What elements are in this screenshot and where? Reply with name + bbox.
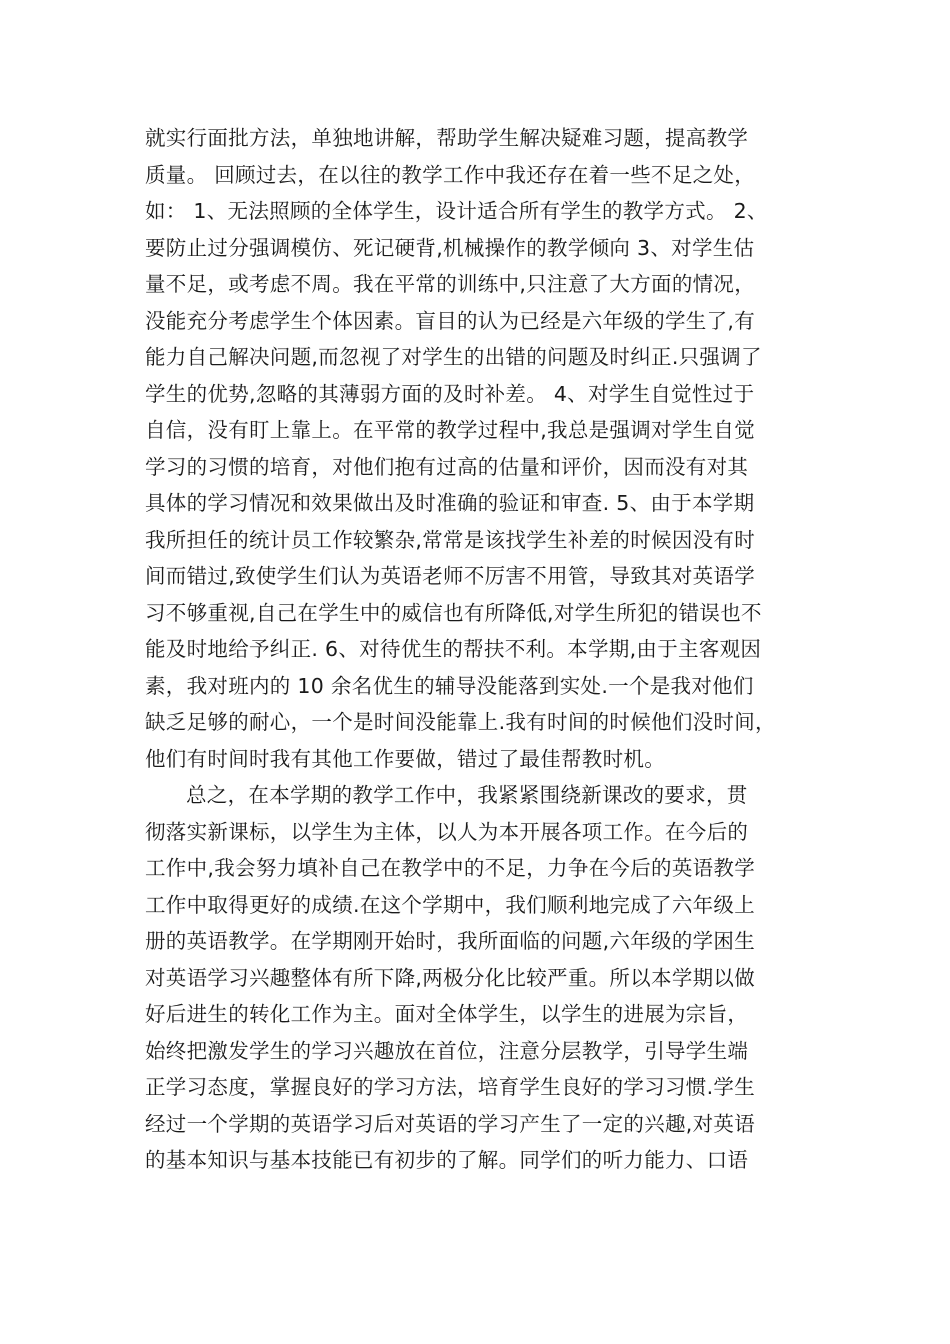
text-line: 没能充分考虑学生个体因素。盲目的认为已经是六年级的学生了,有 bbox=[145, 308, 756, 333]
text-line: 我所担任的统计员工作较繁杂,常常是该找学生补差的时候因没有时 bbox=[145, 527, 756, 552]
text-line: 工作中取得更好的成绩.在这个学期中，我们顺利地完成了六年级上 bbox=[145, 892, 756, 917]
text-line: 量不足，或考虑不周。我在平常的训练中,只注意了大方面的情况， bbox=[145, 272, 756, 296]
text-line: 始终把激发学生的学习兴趣放在首位，注意分层教学，引导学生端 bbox=[145, 1038, 749, 1063]
text-line: 彻落实新课标，以学生为主体，以人为本开展各项工作。在今后的 bbox=[145, 819, 749, 844]
text-line: 学生的优势,忽略的其薄弱方面的及时补差。 4、对学生自觉性过于 bbox=[145, 381, 755, 406]
text-line: 素，我对班内的 10 余名优生的辅导没能落到实处.一个是我对他们 bbox=[145, 673, 754, 698]
text-line: 缺乏足够的耐心，一个是时间没能靠上.我有时间的时候他们没时间， bbox=[145, 710, 776, 734]
text-line: 好后进生的转化工作为主。面对全体学生，以学生的进展为宗旨， bbox=[145, 1002, 749, 1026]
text-line: 能力自己解决问题,而忽视了对学生的出错的问题及时纠正.只强调了 bbox=[145, 345, 762, 369]
text-line: 就实行面批方法，单独地讲解，帮助学生解决疑难习题，提高教学 bbox=[145, 126, 749, 150]
text-line: 要防止过分强调模仿、死记硬背,机械操作的教学倾向 3、对学生估 bbox=[145, 235, 755, 260]
text-line: 间而错过,致使学生们认为英语老师不厉害不用管，导致其对英语学 bbox=[145, 564, 756, 588]
text-line: 能及时地给予纠正. 6、对待优生的帮扶不利。本学期,由于主客观因 bbox=[145, 637, 762, 661]
text-line: 如： 1、无法照顾的全体学生，设计适合所有学生的教学方式。 2、 bbox=[145, 199, 768, 223]
text-line: 正学习态度，掌握良好的学习方法，培育学生良好的学习习惯.学生 bbox=[145, 1075, 756, 1099]
text-line: 学习的习惯的培育，对他们抱有过高的估量和评价，因而没有对其 bbox=[145, 454, 749, 479]
text-line: 自信，没有盯上靠上。在平常的教学过程中,我总是强调对学生自觉 bbox=[145, 418, 756, 442]
text-line: 经过一个学期的英语学习后对英语的学习产生了一定的兴趣,对英语 bbox=[145, 1111, 756, 1136]
text-line: 的基本知识与基本技能已有初步的了解。同学们的听力能力、口语 bbox=[145, 1148, 749, 1172]
text-line: 质量。 回顾过去，在以往的教学工作中我还存在着一些不足之处， bbox=[145, 162, 756, 187]
body-text bbox=[145, 120, 825, 1179]
text-line: 习不够重视,自己在学生中的威信也有所降低,对学生所犯的错误也不 bbox=[145, 600, 762, 625]
text-line: 他们有时间时我有其他工作要做，错过了最佳帮教时机。 bbox=[145, 746, 665, 771]
text-line: 册的英语教学。在学期刚开始时，我所面临的问题,六年级的学困生 bbox=[145, 929, 756, 953]
text-line: 对英语学习兴趣整体有所下降,两极分化比较严重。所以本学期以做 bbox=[145, 965, 756, 990]
text-line: 具体的学习情况和效果做出及时准确的验证和审查. 5、由于本学期 bbox=[145, 491, 755, 515]
paragraph-start-line: 总之，在本学期的教学工作中，我紧紧围绕新课改的要求，贯 bbox=[186, 783, 748, 807]
text-line: 工作中,我会努力填补自己在教学中的不足，力争在今后的英语教学 bbox=[145, 856, 756, 880]
